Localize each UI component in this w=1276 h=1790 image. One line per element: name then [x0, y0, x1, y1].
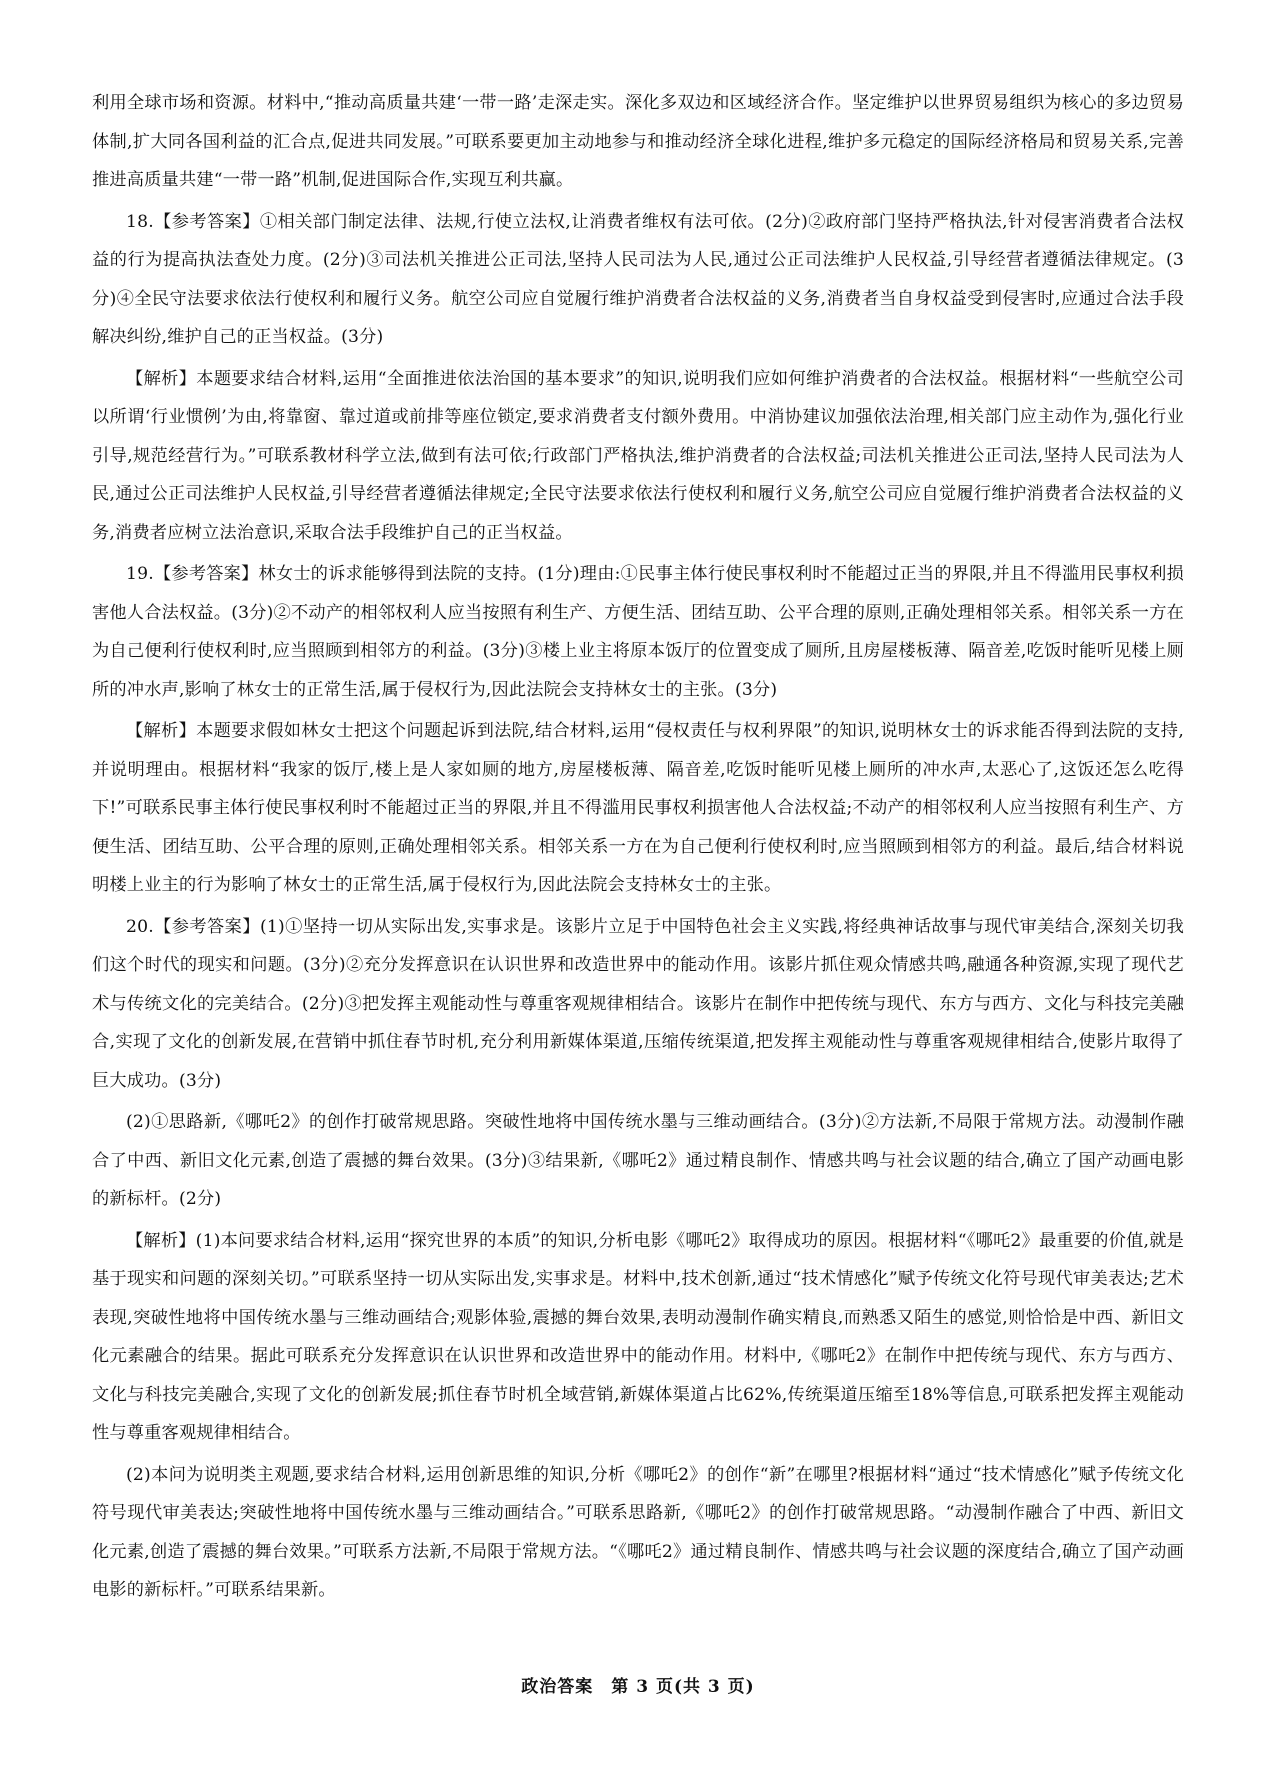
answer-19: 19.【参考答案】林女士的诉求能够得到法院的支持。(1分)理由:①民事主体行使民事权利时不能超过正当的界限,并且不得滥用民事权利损害他人合法权益。(3分)②不动产的相邻权利人应当按照有利生产、方便生活、团结互助、公平合理的原则,正确处理相邻关系。相邻关系一方在为自己便利行使权利时,应当照顾到相邻方的利益。(3分)③楼上业主将原本饭厅的位置变成了厕所,且房屋楼板薄、隔音差,吃饭时能听见楼上厕所的冲水声,影响了林女士的正常生活,属于侵权行为,因此法院会支持林女士的主张。(3分)	[92, 564, 1184, 700]
analysis-20-part1: 【解析】(1)本问要求结合材料,运用“探究世界的本质”的知识,分析电影《哪吒2》取得成功的原因。根据材料“《哪吒2》最重要的价值,就是基于现实和问题的深刻关切。”可联系坚持一切从实际出发,实事求是。材料中,技术创新,通过“技术情感化”赋予传统文化符号现代审美表达;艺术表现,突破性地将中国传统水墨与三维动画结合;观影体验,震撼的舞台效果,表明动漫制作确实精良,而熟悉又陌生的感觉,则恰恰是中西、新旧文化元素融合的结果。据此可联系充分发挥意识在认识世界和改造世界中的能动作用。材料中,《哪吒2》在制作中把传统与现代、东方与西方、文化与科技完美融合,实现了文化的创新发展;抓住春节时机全域营销,新媒体渠道占比62%,传统渠道压缩至18%等信息,可联系把发挥主观能动性与尊重客观规律相结合。	[92, 1230, 1184, 1443]
page-footer: 政治答案 第 3 页(共 3 页)	[521, 1677, 755, 1697]
answer-20-part1: 20.【参考答案】(1)①坚持一切从实际出发,实事求是。该影片立足于中国特色社会主义实践,将经典神话故事与现代审美结合,深刻关切我们这个时代的现实和问题。(3分)②充分发挥意识在认识世界和改造世界中的能动作用。该影片抓住观众情感共鸣,融通各种资源,实现了现代艺术与传统文化的完美结合。(2分)③把发挥主观能动性与尊重客观规律相结合。该影片在制作中把传统与现代、东方与西方、文化与科技完美融合,实现了文化的创新发展,在营销中抓住春节时机,充分利用新媒体渠道,压缩传统渠道,把发挥主观能动性与尊重客观规律相结合,使影片取得了巨大成功。(3分)	[92, 916, 1184, 1091]
analysis-19: 【解析】本题要求假如林女士把这个问题起诉到法院,结合材料,运用“侵权责任与权利界限”的知识,说明林女士的诉求能否得到法院的支持,并说明理由。根据材料“我家的饭厅,楼上是人家如厕的地方,房屋楼板薄、隔音差,吃饭时能听见楼上厕所的冲水声,太恶心了,这饭还怎么吃得下!”可联系民事主体行使民事权利时不能超过正当的界限,并且不得滥用民事权利损害他人合法权益;不动产的相邻权利人应当按照有利生产、方便生活、团结互助、公平合理的原则,正确处理相邻关系。相邻关系一方在为自己便利行使权利时,应当照顾到相邻方的利益。最后,结合材料说明楼上业主的行为影响了林女士的正常生活,属于侵权行为,因此法院会支持林女士的主张。	[92, 721, 1184, 895]
answer-20-part2: (2)①思路新,《哪吒2》的创作打破常规思路。突破性地将中国传统水墨与三维动画结合。(3分)②方法新,不局限于常规方法。动漫制作融合了中西、新旧文化元素,创造了震撼的舞台效果。(3分)③结果新,《哪吒2》通过精良制作、情感共鸣与社会议题的结合,确立了国产动画电影的新标杆。(2分)	[92, 1112, 1184, 1209]
analysis-18: 【解析】本题要求结合材料,运用“全面推进依法治国的基本要求”的知识,说明我们应如何维护消费者的合法权益。根据材料“一些航空公司以所谓‘行业惯例’为由,将靠窗、靠过道或前排等座位锁定,要求消费者支付额外费用。中消协建议加强依法治理,相关部门应主动作为,强化行业引导,规范经营行为。”可联系教材科学立法,做到有法可依;行政部门严格执法,维护消费者的合法权益;司法机关推进公正司法,坚持人民司法为人民,通过公正司法维护人民权益,引导经营者遵循法律规定;全民守法要求依法行使权利和履行义务,航空公司应自觉履行维护消费者合法权益的义务,消费者应树立法治意识,采取合法手段维护自己的正当权益。	[92, 368, 1184, 543]
paragraph-continuation-17: 利用全球市场和资源。材料中,“推动高质量共建‘一带一路’走深走实。深化多双边和区域经济合作。坚定维护以世界贸易组织为核心的多边贸易体制,扩大同各国利益的汇合点,促进共同发展。”可联系要更加主动地参与和推动经济全球化进程,维护多元稳定的国际经济格局和贸易关系,完善推进高质量共建“一带一路”机制,促进国际合作,实现互利共赢。	[92, 93, 1184, 190]
analysis-20-part2: (2)本问为说明类主观题,要求结合材料,运用创新思维的知识,分析《哪吒2》的创作“新”在哪里?根据材料“通过“技术情感化”赋予传统文化符号现代审美表达;突破性地将中国传统水墨与三维动画结合。”可联系思路新,《哪吒2》的创作打破常规思路。“动漫制作融合了中西、新旧文化元素,创造了震撼的舞台效果。”可联系方法新,不局限于常规方法。“《哪吒2》通过精良制作、情感共鸣与社会议题的深度结合,确立了国产动画电影的新标杆。”可联系结果新。	[92, 1464, 1184, 1600]
answer-18: 18.【参考答案】①相关部门制定法律、法规,行使立法权,让消费者维权有法可依。(2分)②政府部门坚持严格执法,针对侵害消费者合法权益的行为提高执法查处力度。(2分)③司法机关推进公正司法,坚持人民司法为人民,通过公正司法维护人民权益,引导经营者遵循法律规定。(3分)④全民守法要求依法行使权利和履行义务。航空公司应自觉履行维护消费者合法权益的义务,消费者当自身权益受到侵害时,应通过合法手段解决纠纷,维护自己的正当权益。(3分)	[92, 211, 1184, 347]
answer-document	[92, 84, 1184, 1613]
